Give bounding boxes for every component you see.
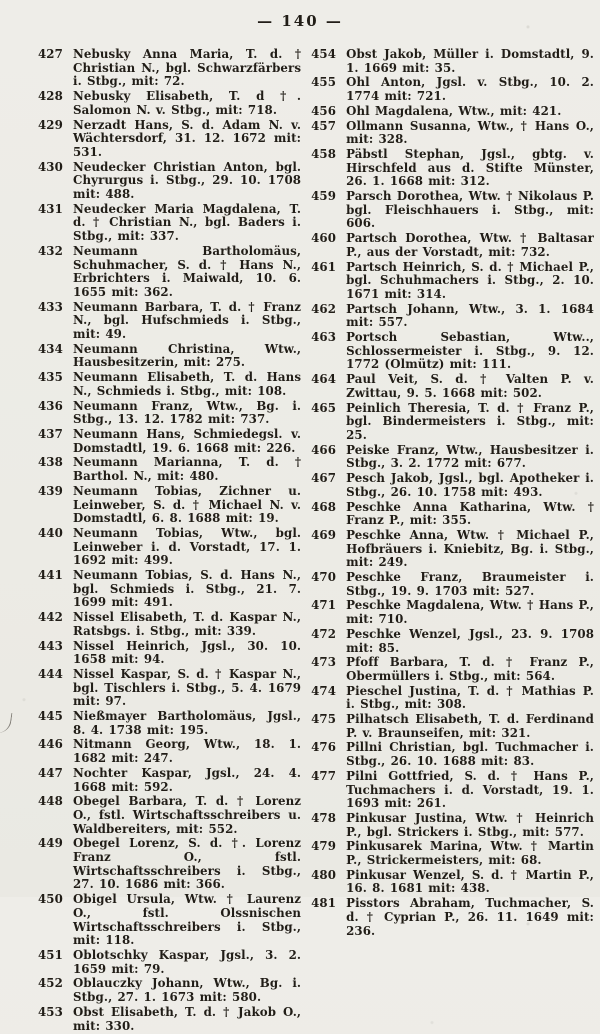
entry-number: 443 [38,638,63,653]
entry-text: Nitmann Georg, Wtw., 18. 1. 1682 mit: 247. [73,737,302,766]
entry-text: Pinkusar Wenzel, S. d. † Martin P., 16. 8. 1681 mit: 438. [346,867,594,896]
register-entry [311,120,594,147]
register-entry [38,301,301,342]
entry-text: Neumann Marianna, T. d. † Barthol. N., mit: 480. [73,455,302,484]
entry-number: 461 [311,259,337,274]
register-entry [311,48,594,75]
entry-text: Neudecker Maria Magdalena, T. d. † Christian N., bgl. Baders i. Stbg., mit: 337. [73,201,302,244]
register-entry [311,713,594,740]
entry-text: Obst Jakob, Müller i. Domstadtl, 9. 1. 1669 mit: 35. [346,47,594,75]
entry-text: Neumann Bartholomäus, Schuhmacher, S. d. † Hans N., Erbrichters i. Maiwald, 10. 6. 1655 mit: 362. [73,243,302,299]
entry-text: Peschke Magdalena, Wtw. † Hans P., mit: 710. [346,598,594,627]
entry-text: Neumann Christina, Wtw., Hausbesitzerin, mit: 275. [73,341,302,370]
register-entry [38,767,301,794]
entry-number: 460 [311,231,337,246]
register-entry [311,331,594,372]
register-entry [38,949,301,976]
entry-text: Neumann Tobias, Wtw., bgl. Leinweber i. d. Vorstadt, 17. 1. 1692 mit: 499. [73,525,302,568]
entry-number: 458 [311,146,337,161]
entry-text: Peschke Anna Katharina, Wtw. † Franz P., mit: 355. [346,499,594,528]
entry-text: Ollmann Susanna, Wtw., † Hans O., mit: 328. [346,118,594,147]
entry-number: 439 [38,483,63,498]
entry-number: 476 [311,740,337,755]
register-entry [311,869,594,896]
entry-number: 466 [311,442,337,457]
register-entry [38,456,301,483]
entry-number: 431 [38,201,63,216]
entry-number: 459 [311,189,337,204]
entry-number: 430 [38,159,63,174]
entry-text: Oblotschky Kaspar, Jgsl., 3. 2. 1659 mit: 79. [73,948,302,976]
entry-number: 436 [38,398,63,413]
entry-text: Peschke Franz, Braumeister i. Stbg., 19. 9. 1703 mit: 527. [346,570,594,598]
entry-text: Partsch Heinrich, S. d. † Michael P., bgl. Schuhmachers i. Stbg., 2. 10. 1671 mit: 314. [346,259,594,301]
entry-text: Pillni Christian, bgl. Tuchmacher i. Stbg., 26. 10. 1688 mit: 83. [346,740,594,769]
register-entry [38,371,301,398]
register-entry [38,343,301,370]
register-entry [38,527,301,568]
entry-number: 471 [311,598,337,613]
register-entry [311,232,594,259]
left-column [38,48,301,1034]
entry-number: 441 [38,568,63,583]
register-entry [38,710,301,737]
entry-text: Ohl Anton, Jgsl. v. Stbg., 10. 2. 1774 mit: 721. [346,75,594,104]
entry-text: Paul Veit, S. d. † Valten P. v. Zwittau, 9. 5. 1668 mit: 502. [346,372,594,400]
entry-text: Peinlich Theresia, T. d. † Franz P., bgl. Bindermeisters i. Stbg., mit: 25. [346,400,594,442]
entry-text: Obegel Lorenz, S. d. †. Lorenz Franz O., fstl. Wirtschaftsschreibers i. Stbg., 27. 10. 1686 mit: 366. [73,836,302,892]
register-entry [311,599,594,626]
register-entry [311,741,594,768]
register-entry [311,444,594,471]
entry-number: 432 [38,243,63,258]
register-entry [38,738,301,765]
entry-text: Obegel Barbara, T. d. † Lorenz O., fstl. Wirtschaftsschreibers u. Waldbereiters, mit: 552. [73,794,302,836]
entry-text: Nissel Kaspar, S. d. † Kaspar N., bgl. Tischlers i. Stbg., 5. 4. 1679 mit: 97. [73,666,302,709]
entry-number: 440 [38,525,63,540]
register-entry [38,161,301,202]
register-entry [311,656,594,683]
entry-number: 464 [311,372,337,387]
register-entry [311,190,594,231]
register-entry [38,977,301,1004]
entry-number: 451 [38,948,63,962]
entry-number: 452 [38,976,63,991]
register-entry [311,261,594,302]
entry-number: 455 [311,75,337,90]
register-entry [38,400,301,427]
entry-text: Nissel Elisabeth, T. d. Kaspar N., Ratsbgs. i. Stbg., mit: 339. [73,610,302,638]
register-entry [38,837,301,892]
entry-number: 427 [38,47,63,61]
register-entry [311,148,594,189]
entry-text: Peschke Anna, Wtw. † Michael P., Hofbräuers i. Kniebitz, Bg. i. Stbg., mit: 249. [346,527,594,570]
register-entry [38,795,301,836]
entry-number: 462 [311,301,337,316]
right-column [311,48,594,1034]
entry-number: 445 [38,709,63,724]
two-column-text-block [0,48,600,1034]
register-entry [38,485,301,526]
entry-text: Nießmayer Bartholomäus, Jgsl., 8. 4. 1738 mit: 195. [73,709,302,737]
register-entry [38,668,301,709]
entry-text: Neumann Tobias, S. d. Hans N., bgl. Schmieds i. Stbg., 21. 7. 1699 mit: 491. [73,568,302,610]
entry-text: Nerzadt Hans, S. d. Adam N. v. Wächtersdorf, 31. 12. 1672 mit: 531. [73,117,302,159]
register-entry [311,105,594,119]
entry-text: Nebusky Anna Maria, T. d. † Christian N., bgl. Schwarzfärbers i. Stbg., mit: 72. [73,47,302,89]
entry-text: Partsch Dorothea, Wtw. † Baltasar P., aus der Vorstadt, mit: 732. [346,231,594,259]
entry-number: 429 [38,117,63,132]
entry-text: Neumann Hans, Schmiedegsl. v. Domstadtl, 19. 6. 1668 mit: 226. [73,426,302,455]
register-entry [311,529,594,570]
entry-number: 477 [311,768,337,783]
entry-number: 444 [38,666,63,681]
entry-number: 447 [38,765,63,780]
register-entry [311,812,594,839]
register-entry [311,628,594,655]
entry-number: 481 [311,896,337,911]
register-entry [38,90,301,117]
register-entry [38,569,301,610]
register-entry [38,640,301,667]
entry-number: 453 [38,1004,63,1019]
entry-text: Pesch Jakob, Jgsl., bgl. Apotheker i. Stbg., 26. 10. 1758 mit: 493. [346,471,594,499]
entry-text: Oblauczky Johann, Wtw., Bg. i. Stbg., 27. 1. 1673 mit: 580. [73,976,302,1005]
entry-text: Peschke Wenzel, Jgsl., 23. 9. 1708 mit: 85. [346,626,594,655]
register-entry [311,472,594,499]
page-number: — 140 — [257,12,343,30]
entry-number: 433 [38,299,63,314]
entry-number: 470 [311,570,337,585]
entry-text: Pilhatsch Elisabeth, T. d. Ferdinand P. v. Braunseifen, mit: 321. [346,712,594,740]
register-entry [311,76,594,103]
entry-number: 434 [38,341,63,356]
entry-text: Neudecker Christian Anton, bgl. Chyrurgus i. Stbg., 29. 10. 1708 mit: 488. [73,159,302,202]
register-entry [311,402,594,443]
entry-text: Nebusky Elisabeth, T. d †. Salomon N. v. Stbg., mit: 718. [73,89,302,117]
entry-text: Pfoff Barbara, T. d. † Franz P., Obermüllers i. Stbg., mit: 564. [346,655,594,683]
entry-text: Pisstors Abraham, Tuchmacher, S. d. † Cyprian P., 26. 11. 1649 mit: 236. [346,896,594,938]
entry-number: 438 [38,455,63,470]
register-entry [311,685,594,712]
entry-number: 473 [311,655,337,670]
entry-text: Portsch Sebastian, Wtw.., Schlossermeister i. Stbg., 9. 12. 1772 (Olmütz) mit: 111. [346,330,594,372]
entry-number: 463 [311,330,337,345]
register-entry [38,119,301,160]
register-entry [38,48,301,89]
register-entry [311,770,594,811]
entry-number: 479 [311,839,337,854]
entry-number: 437 [38,426,63,441]
entry-number: 457 [311,118,337,133]
entry-text: Neumann Franz, Wtw., Bg. i. Stbg., 13. 12. 1782 mit: 737. [73,398,302,427]
entry-text: Neumann Elisabeth, T. d. Hans N., Schmieds i. Stbg., mit: 108. [73,370,302,398]
entry-text: Nissel Heinrich, Jgsl., 30. 10. 1658 mit: 94. [73,638,302,667]
entry-text: Ohl Magdalena, Wtw., mit: 421. [346,103,562,118]
entry-number: 442 [38,610,63,625]
entry-number: 475 [311,712,337,727]
register-entry [38,893,301,948]
register-entry [38,428,301,455]
entry-number: 446 [38,737,63,752]
entry-text: Pilni Gottfried, S. d. † Hans P., Tuchmachers i. d. Vorstadt, 19. 1. 1693 mit: 261. [346,768,594,811]
register-entry [311,501,594,528]
entry-number: 465 [311,400,337,415]
entry-text: Päbstl Stephan, Jgsl., gbtg. v. Hirschfeld aus d. Stifte Münster, 26. 1. 1668 mit: 312. [346,146,594,189]
entry-text: Neumann Barbara, T. d. † Franz N., bgl. Hufschmieds i. Stbg., mit: 49. [73,299,302,342]
entry-number: 474 [311,683,337,698]
register-entry [38,611,301,638]
entry-text: Peiske Franz, Wtw., Hausbesitzer i. Stbg., 3. 2. 1772 mit: 677. [346,442,594,471]
entry-text: Pinkusar Justina, Wtw. † Heinrich P., bgl. Strickers i. Stbg., mit: 577. [346,810,594,839]
entry-number: 428 [38,89,63,104]
register-entry [38,245,301,300]
entry-text: Partsch Johann, Wtw., 3. 1. 1684 mit: 557. [346,301,594,330]
register-entry [38,1006,301,1033]
entry-number: 435 [38,370,63,385]
entry-text: Neumann Tobias, Zichner u. Leinweber, S. d. † Michael N. v. Domstadtl, 6. 8. 1688 mit: 19. [73,483,302,526]
register-entry [38,203,301,244]
entry-number: 449 [38,836,63,851]
entry-number: 472 [311,626,337,641]
entry-number: 469 [311,527,337,542]
entry-number: 450 [38,892,63,907]
entry-number: 456 [311,103,337,118]
entry-number: 478 [311,810,337,825]
entry-text: Nochter Kaspar, Jgsl., 24. 4. 1668 mit: 592. [73,765,302,794]
register-entry [311,571,594,598]
entry-number: 467 [311,471,337,486]
entry-text: Parsch Dorothea, Wtw. † Nikolaus P. bgl. Fleischhauers i. Stbg., mit: 606. [346,189,594,231]
register-entry [311,373,594,400]
register-entry [311,897,594,938]
entry-text: Obigel Ursula, Wtw. † Laurenz O., fstl. Olssnischen Wirtschaftsschreibers i. Stbg., mit: 118. [73,892,302,948]
entry-text: Obst Elisabeth, T. d. † Jakob O., mit: 330. [73,1004,302,1033]
entry-number: 454 [311,47,337,61]
entry-number: 448 [38,794,63,809]
entry-text: Pinkusarek Marina, Wtw. † Martin P., Strickermeisters, mit: 68. [346,839,594,868]
register-entry [311,840,594,867]
entry-text: Pieschel Justina, T. d. † Mathias P. i. Stbg., mit: 308. [346,683,594,712]
entry-number: 468 [311,499,337,514]
entry-number: 480 [311,867,337,882]
register-entry [311,303,594,330]
